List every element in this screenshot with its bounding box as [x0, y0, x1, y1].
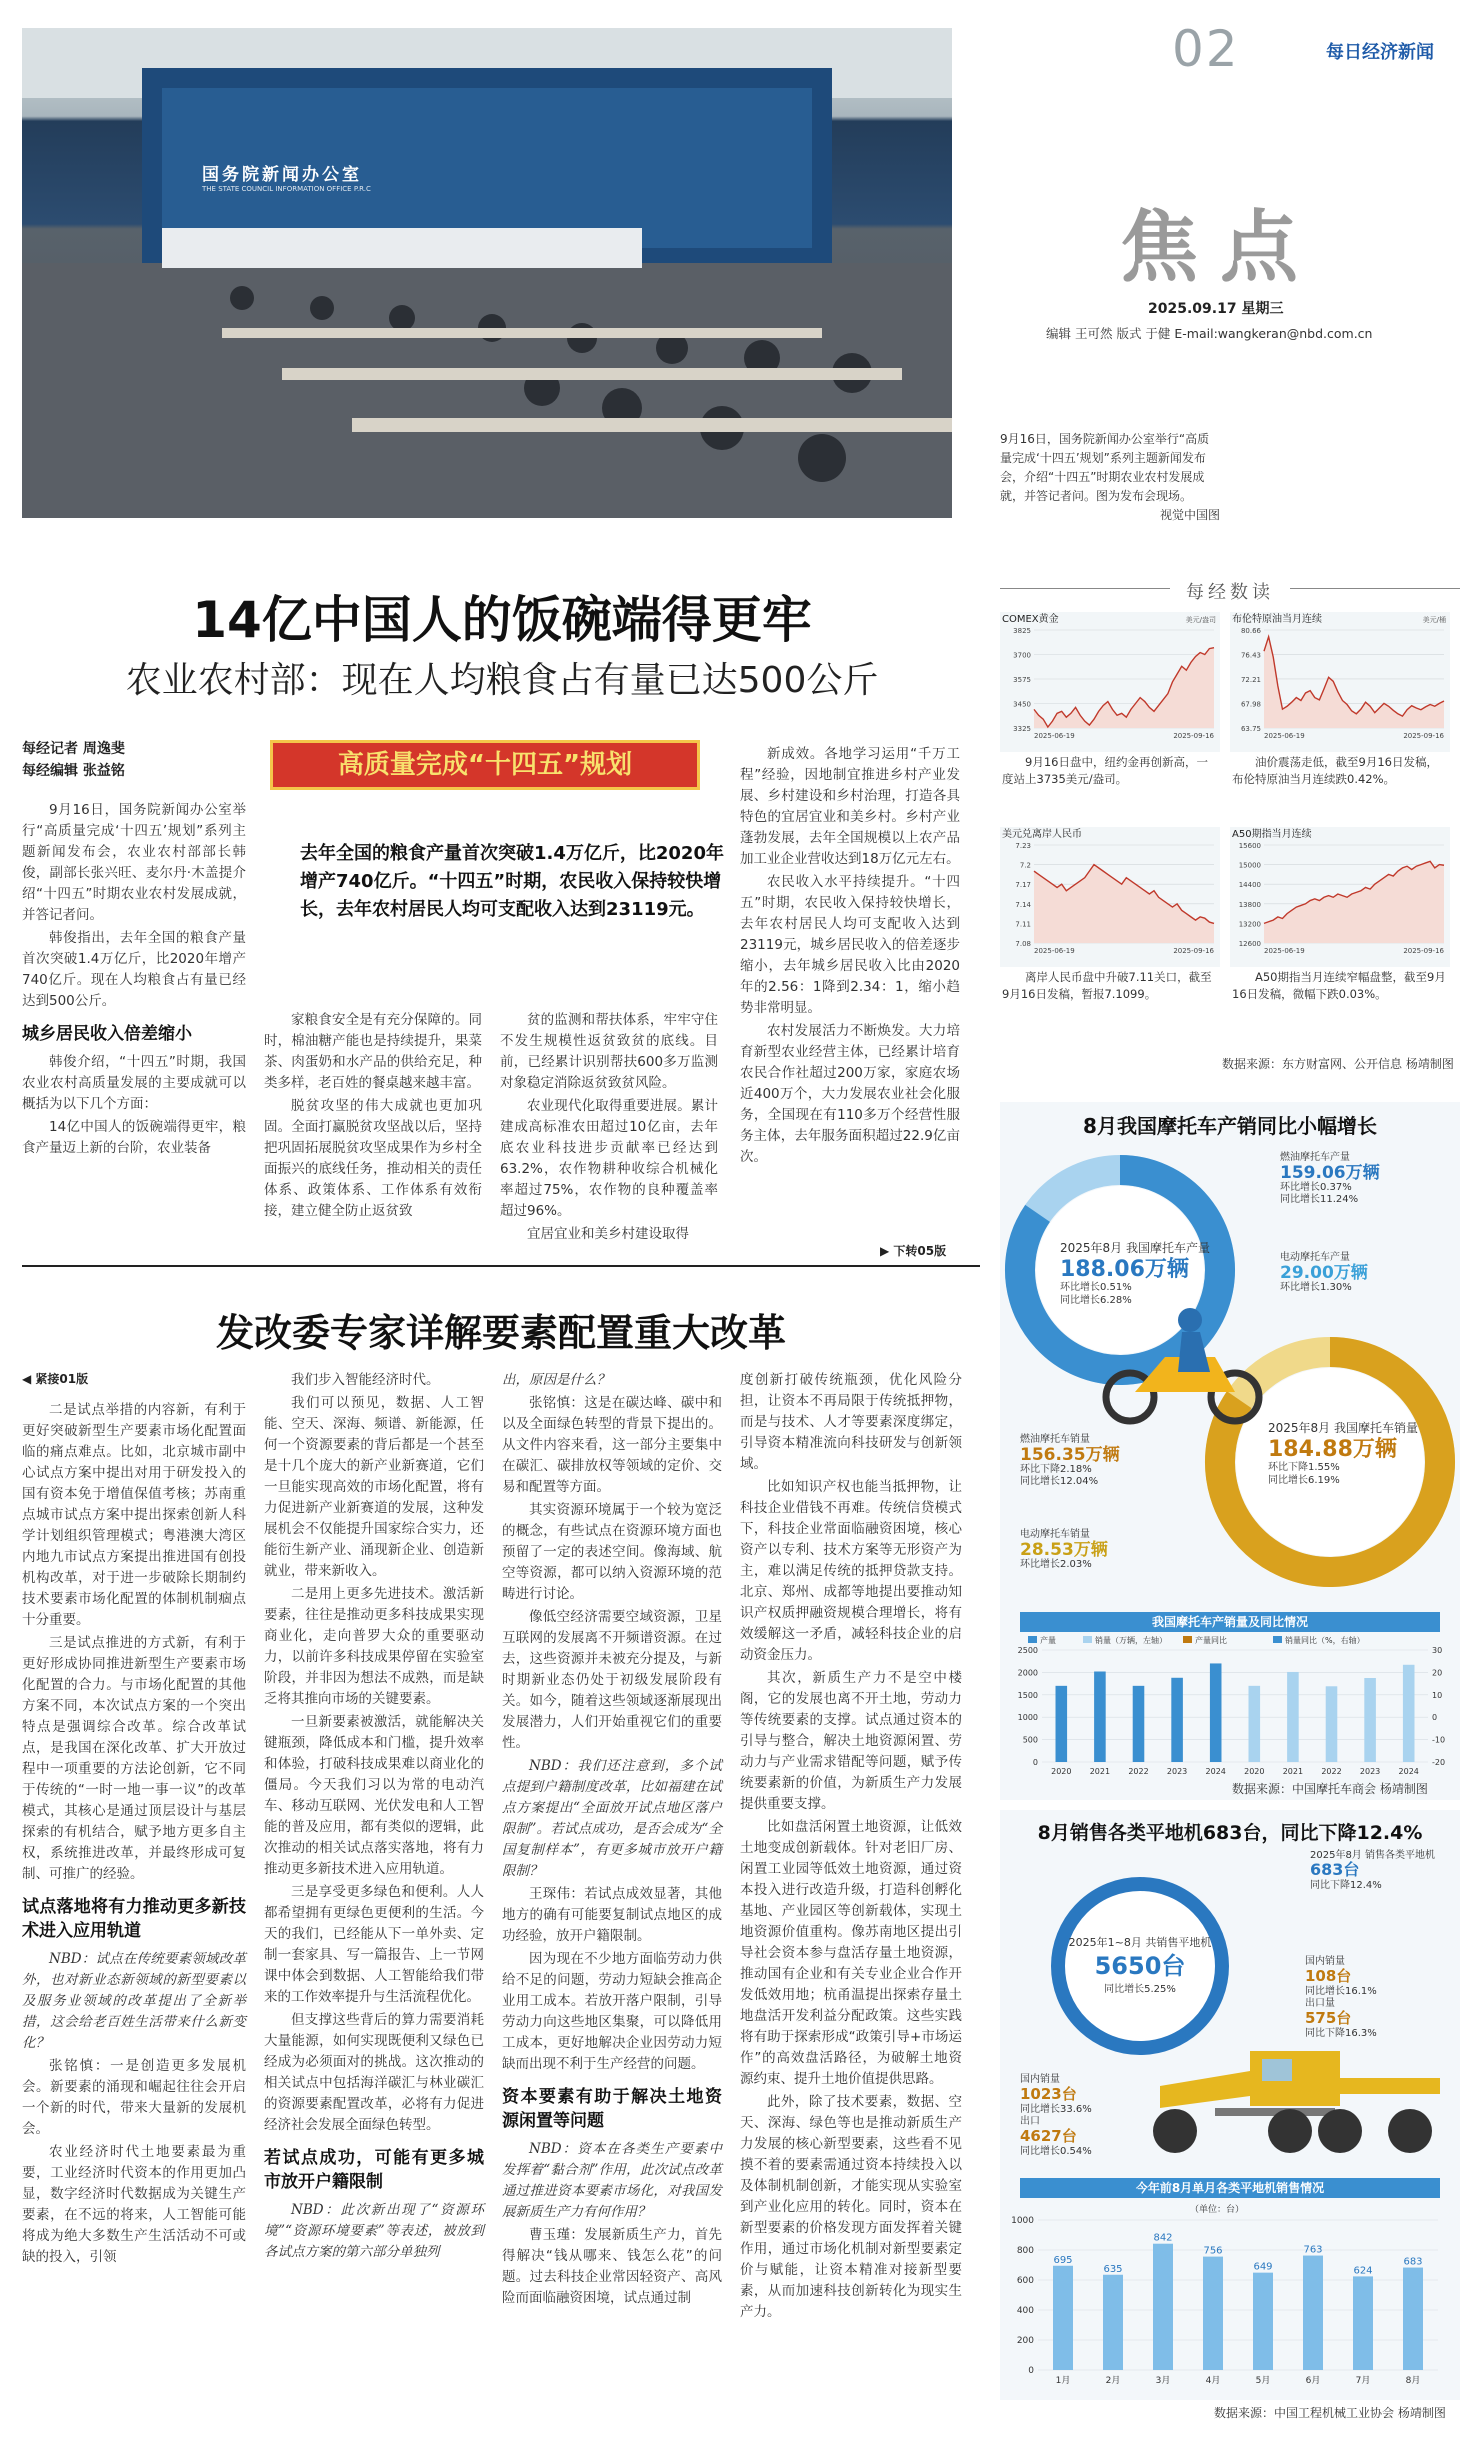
y-tick-label: 3700	[1013, 651, 1031, 660]
answer: 张铭慎：这是在碳达峰、碳中和以及全面绿色转型的背景下提出的。从文件内容来看，这一部分主要集中在碳汇、碳排放权等领域的定价、交易和配置等方面。	[502, 1395, 722, 1495]
chart-unit: （单位：台）	[1190, 2205, 1245, 2215]
legend-swatch	[1273, 1636, 1282, 1643]
stat-mom: 环比增长0.37%	[1280, 1182, 1352, 1193]
x-tick-label: 2025-09-16	[1173, 732, 1214, 740]
x-tick-label: 2020	[1244, 1767, 1265, 1776]
y-tick-label: 400	[1016, 2306, 1034, 2316]
grader-bar-title: 今年前8月单月各类平地机销售情况	[1020, 2178, 1440, 2198]
stat-mom: 环比增长1.30%	[1280, 1282, 1352, 1293]
bar	[1403, 2268, 1423, 2370]
paragraph: 宜居宜业和美乡村建设取得	[527, 1226, 689, 1242]
article2-col4	[740, 1370, 962, 2325]
editor-line: 编辑 王可然 版式 于健 E-mail:wangkeran@nbd.com.cn	[1046, 326, 1373, 341]
stat-value: 159.06万辆	[1280, 1163, 1380, 1183]
x-tick-label: 2025-09-16	[1403, 732, 1444, 740]
stat-value: 188.06万辆	[1060, 1257, 1189, 1282]
stat-mom: 环比下降1.55%	[1268, 1462, 1340, 1473]
y-tick-label: 800	[1016, 2246, 1034, 2256]
x-tick-label: 6月	[1305, 2376, 1321, 2386]
y2-tick-label: 0	[1432, 1713, 1438, 1723]
y-tick-label: 2000	[1017, 1668, 1038, 1678]
x-tick-label: 2021	[1089, 1767, 1111, 1776]
photo-caption-text: 9月16日，国务院新闻办公室举行“高质量完成‘十四五’规划”系列主题新闻发布会，介绍“十四五”时期农业农村发展成就，并答记者问。图为发布会现场。	[1000, 432, 1210, 503]
y-tick-label: 76.43	[1240, 651, 1261, 660]
y-tick-label: 3325	[1013, 725, 1031, 733]
mini-chart-caption-text: 离岸人民币盘中升破7.11关口，截至9月16日发稿，暂报7.1099。	[1002, 970, 1212, 1001]
stat-label: 2025年8月 我国摩托车产量	[1060, 1241, 1210, 1255]
mini-chart-title: COMEX黄金	[1002, 614, 1059, 625]
stat-mom: 环比增长0.51%	[1060, 1282, 1132, 1293]
article1-byline-editor: 每经编辑 张益铭	[22, 763, 125, 779]
mini-chart-caption	[1232, 969, 1448, 1015]
article1-subheading: 城乡居民收入倍差缩小	[22, 1024, 192, 1044]
legend-label: 销量同比（%，右轴）	[1285, 1636, 1365, 1645]
x-tick-label: 2025-06-19	[1034, 732, 1075, 740]
bar	[1171, 1678, 1183, 1762]
stat-value: 184.88万辆	[1268, 1437, 1397, 1462]
x-tick-label: 2020	[1051, 1767, 1072, 1776]
paragraph: 度创新打破传统瓶颈，优化风险分担，让资本不再局限于传统抵押物，而是与技术、人才等要素深度绑定，引导资本精准流向科技研发与创新领域。	[740, 1372, 962, 1472]
grader-wheel-icon	[1268, 2109, 1312, 2153]
divider	[22, 1265, 980, 1267]
paragraph: 像低空经济需要空域资源，卫星互联网的发展离不开频谱资源。在过去，这些资源并未被充分提及，与新时期新业态仍处于初级发展阶段有关。如今，随着这些领域逐渐展现出发展潜力，人们开始重视它们的重要性。	[502, 1609, 722, 1751]
mini-chart-caption	[1232, 754, 1448, 800]
y-tick-label: 13200	[1238, 920, 1261, 929]
y-tick-label: 7.11	[1015, 920, 1031, 929]
bar	[1094, 1672, 1106, 1762]
paragraph: 二是试点举措的内容新，有利于更好突破新型生产要素市场化配置面临的痛点难点。比如，北京城市副中心试点方案中提出对用于研发投入的国有资本免于增值保值考核；苏南重点城市试点方案中提出探索创新人科学计划组织管理模式；粤港澳大湾区内地九市试点方案提出推进国有创投机构改革，对于进一步破除长期制约技术要素市场化配置的体制机制痼点十分重要。	[22, 1402, 246, 1628]
article1-col4	[740, 744, 960, 1170]
grader-wheel-icon	[1153, 2109, 1197, 2153]
motorcycle-donuts	[1000, 1142, 1460, 1612]
mini-chart-title: 美元兑离岸人民币	[1002, 829, 1082, 840]
legend-swatch	[1028, 1636, 1037, 1643]
stat-label: 国内销量	[1020, 2074, 1060, 2085]
article2-col2	[264, 1370, 484, 2265]
motorcycle-credit: 数据来源：中国摩托车商会 杨靖制图	[1232, 1782, 1428, 1796]
y-tick-label: 72.21	[1240, 675, 1261, 684]
mini-chart-bg	[1230, 612, 1450, 752]
mini-chart-unit: 美元/盎司	[1185, 616, 1216, 624]
paragraph: 一旦新要素被激活，就能解决关键瓶颈，降低成本和门槛，提升效率和体验，打破科技成果难以商业化的僵局。今天我们习以为常的电动汽车、移动互联网、光伏发电和人工智能的普及应用，都有类似的逻辑，此次推动的相关试点落实落地，将有力推动更多新技术进入应用轨道。	[264, 1714, 484, 1877]
y-tick-label: 7.08	[1015, 940, 1031, 948]
answer: 曹玉瑾：发展新质生产力，首先得解决“钱从哪来、钱怎么花”的问题。过去科技企业常因轻资产、高风险而面临融资困境，试点通过制	[502, 2227, 722, 2306]
mini-chart-caption	[1002, 969, 1218, 1015]
x-tick-label: 2025-09-16	[1403, 947, 1444, 955]
stat-label: 电动摩托车销量	[1020, 1529, 1090, 1540]
bar	[1056, 1686, 1068, 1762]
paragraph: 脱贫攻坚的伟大成就也更加巩固。全面打赢脱贫攻坚战以后，坚持把巩固拓展脱贫攻坚成果作为乡村全面振兴的底线任务，推动相关的责任体系、政策体系、工作体系有效衔接，建立健全防止返贫致	[264, 1098, 482, 1219]
y-tick-label: 3825	[1013, 627, 1031, 635]
article1-byline-reporter: 每经记者 周逸斐	[22, 741, 125, 757]
mini-chart-caption-text: 油价震荡走低，截至9月16日发稿，布伦特原油当月连续跌0.42%。	[1232, 755, 1438, 786]
y-tick-label: 3575	[1013, 676, 1031, 684]
article2-headline: 发改委专家详解要素配置重大改革	[215, 1311, 786, 1355]
stat-value: 28.53万辆	[1020, 1540, 1108, 1560]
article2-subheading: 若试点成功，可能有更多城市放开户籍限制	[264, 2148, 484, 2192]
mini-chart-title: 布伦特原油当月连续	[1232, 614, 1322, 625]
masthead-brand: 每日经济新闻	[1326, 42, 1434, 63]
photo-caption	[1000, 430, 1220, 525]
jump-link[interactable]: ▶ 下转05版	[880, 1244, 947, 1258]
bar	[1153, 2244, 1173, 2370]
y-tick-label: 67.98	[1240, 700, 1261, 709]
y-tick-label: 200	[1016, 2336, 1034, 2346]
y-tick-label: 1000	[1017, 1713, 1038, 1723]
stat-label: 2025年8月 我国摩托车销量	[1268, 1421, 1418, 1435]
grader-infographic	[1000, 1810, 1460, 2400]
x-tick-label: 3月	[1155, 2376, 1171, 2386]
x-tick-label: 2022	[1321, 1767, 1342, 1776]
y2-tick-label: -10	[1432, 1735, 1446, 1745]
data-label: 763	[1303, 2244, 1323, 2256]
series-banner-text: 高质量完成“十四五”规划	[337, 750, 633, 780]
paragraph: 韩俊指出，去年全国的粮食产量首次突破1.4万亿斤，比2020年增产740亿斤。现在人均粮食占有量已经达到500公斤。	[22, 930, 246, 1009]
grader-credit: 数据来源：中国工程机械工业协会 杨靖制图	[1214, 2406, 1446, 2420]
paragraph: 我们步入智能经济时代。	[291, 1372, 440, 1388]
data-panel-credit: 数据来源：东方财富网、公开信息 杨靖制图	[1222, 1057, 1454, 1071]
press-conference-photo	[22, 28, 952, 518]
stat-yoy: 同比增长6.19%	[1268, 1475, 1340, 1486]
data-panel-title: 每经数读	[1170, 578, 1290, 604]
legend-swatch	[1083, 1636, 1092, 1643]
motorcycle-bar-title: 我国摩托车产销量及同比情况	[1020, 1612, 1440, 1632]
y-tick-label: 2500	[1017, 1646, 1038, 1655]
x-tick-label: 2024	[1398, 1767, 1419, 1776]
y-tick-label: 63.75	[1240, 725, 1261, 733]
legend-label: 产量同比	[1195, 1636, 1227, 1645]
paragraph: 其实资源环境属于一个较为宽泛的概念，有些试点在资源环境方面也预留了一定的表述空间。像海域、航空等资源，都可以纳入资源环境的范畴进行讨论。	[502, 1502, 722, 1602]
y-tick-label: 13800	[1238, 900, 1261, 909]
data-label: 842	[1153, 2232, 1173, 2244]
bar	[1133, 1686, 1145, 1762]
x-tick-label: 2月	[1105, 2376, 1121, 2386]
stat-mom: 环比增长2.03%	[1020, 1559, 1092, 1570]
data-label: 683	[1403, 2256, 1423, 2268]
paragraph: 新成效。各地学习运用“千万工程”经验，因地制宜推进乡村产业发展、乡村建设和乡村治理，打造各具特色的宜居宜业和美乡村。乡村产业蓬勃发展，去年全国规模以上农产品加工业企业营收达到18万亿元左右。	[740, 746, 960, 867]
section-title: 焦点	[1120, 202, 1321, 293]
y2-tick-label: 20	[1432, 1668, 1443, 1678]
backdrop-subtitle: THE STATE COUNCIL INFORMATION OFFICE P.R.C	[202, 185, 371, 193]
paragraph: 9月16日，国务院新闻办公室举行“高质量完成‘十四五’规划”系列主题新闻发布会，农业农村部部长韩俊，副部长张兴旺、麦尔丹·木盖提介绍“十四五”时期农业农村发展成就，并答记者问。	[22, 802, 246, 923]
bar	[1303, 2256, 1323, 2370]
y-tick-label: 15000	[1238, 861, 1261, 870]
paragraph: 家粮食安全是有充分保障的。同时，棉油糖产能也是持续提升，果菜茶、肉蛋奶和水产品的供给充足，种类多样，老百姓的餐桌越来越丰富。	[264, 1012, 482, 1091]
stat-label: 2025年1~8月 共销售平地机	[1068, 1936, 1212, 1949]
paragraph: 三是试点推进的方式新，有利于更好形成协同推进新型生产要素市场化配置的合力。与市场化配置的其他方案不同，本次试点方案的一个突出特点是强调综合改革。综合改革试点，是我国在深化改革、扩大开放过程中一项重要的方法论创新，它不同于传统的“一时一地一事一议”的改革模式，其核心是通过顶层设计与基层探索的有机结合，赋予地方更多自主权，系统推进改革，并最终形成可复制、可推广的经验。	[22, 1635, 246, 1882]
y-tick-label: 15600	[1238, 842, 1261, 850]
motorcycle-bar-chart	[1000, 1634, 1460, 1794]
question: 出，原因是什么？	[502, 1372, 610, 1388]
stat-value: 108台	[1305, 1967, 1352, 1985]
continued-marker: ◀ 紧接01版	[22, 1372, 89, 1386]
paragraph: 农村发展活力不断焕发。大力培育新型农业经营主体，已经累计培育农民合作社超过200万家，家庭农场近400万个，大力发展农业社会化服务，全国现在有110多万个经营性服务主体，去年服务面积超过22.9亿亩次。	[740, 1023, 960, 1165]
page-number: 02	[1172, 20, 1240, 78]
photo-credit: 视觉中国图	[1159, 508, 1220, 522]
market-mini-charts	[1000, 612, 1460, 1052]
paragraph: 但支撑这些背后的算力需要消耗大量能源，如何实现既便利又绿色已经成为必须面对的挑战。这次推动的相关试点中包括海洋碳汇与林业碳汇的资源要素配置改革，必将有力促进经济社会发展全面绿色转型。	[264, 2012, 484, 2133]
stat-yoy: 同比增长11.24%	[1280, 1194, 1359, 1205]
article2-subheading: 试点落地将有力推动更多新技术进入应用轨道	[22, 1897, 246, 1941]
article1-headline: 14亿中国人的饭碗端得更牢	[192, 591, 812, 649]
grader-frame-icon	[1340, 2078, 1440, 2094]
bar	[1353, 2276, 1373, 2370]
issue-date: 2025.09.17 星期三	[1148, 301, 1284, 317]
x-tick-label: 2021	[1282, 1767, 1304, 1776]
stat-value: 156.35万辆	[1020, 1445, 1120, 1465]
y-tick-label: 0	[1028, 2366, 1034, 2376]
y-tick-label: 7.23	[1015, 842, 1031, 850]
stat-yoy: 同比增长5.25%	[1104, 1984, 1176, 1995]
bar	[1253, 2273, 1273, 2370]
grader-wheel-icon	[1318, 2109, 1362, 2153]
paragraph: 二是用上更多先进技术。激活新要素，往往是推动更多科技成果实现商业化，走向普罗大众的重要驱动力，以前许多科技成果停留在实验室阶段，并非因为想法不成熟，而是缺乏将其推向市场的关键要素。	[264, 1586, 484, 1707]
y-tick-label: 12600	[1238, 940, 1261, 948]
question: NBD：资本在各类生产要素中发挥着“黏合剂”作用，此次试点改革通过推进资本要素市场化，对我国发展新质生产力有何作用？	[502, 2141, 722, 2220]
data-label: 695	[1053, 2254, 1073, 2266]
paragraph: 因为现在不少地方面临劳动力供给不足的问题，劳动力短缺会推高企业用工成本。若放开落户限制，引导劳动力向这些地区集聚，可以降低用工成本，更好地解决企业因劳动力短缺而出现不利于生产经营的问题。	[502, 1951, 722, 2072]
bar	[1249, 1686, 1261, 1762]
bar	[1364, 1678, 1376, 1762]
legend-label: 产量	[1040, 1636, 1056, 1645]
y-tick-label: 80.66	[1240, 627, 1261, 635]
question: NBD：我们还注意到，多个试点提到户籍制度改革，比如福建在试点方案提出“全面放开试点地区落户限制”。若试点成功，是否会成为“全国复制样本”，有更多城市放开户籍限制？	[502, 1758, 722, 1879]
paragraph: 我们可以预见，数据、人工智能、空天、深海、频谱、新能源，任何一个资源要素的背后都是一个甚至是十几个庞大的新产业新赛道，它们一旦能实现高效的市场化配置，将有力促进新产业新赛道的发展，这种发展机会不仅能提升国家综合实力，还能衍生新产业、涌现新企业、创造新就业，带来新收入。	[264, 1395, 484, 1579]
paragraph: 农业现代化取得重要进展。累计建成高标准农田超过10亿亩，去年底农业科技进步贡献率已经达到63.2%，农作物耕种收综合机械化率超过75%，农作物的良种覆盖率超过96%。	[500, 1098, 718, 1219]
bar	[1103, 2275, 1123, 2370]
stat-label: 燃油摩托车销量	[1020, 1434, 1090, 1445]
rider-head-icon	[1178, 1308, 1202, 1332]
article2-col1	[22, 1400, 246, 2270]
mini-chart-title: A50期指当月连续	[1232, 829, 1312, 840]
data-label: 624	[1353, 2265, 1373, 2277]
y-tick-label: 14400	[1238, 881, 1261, 890]
x-tick-label: 2024	[1205, 1767, 1226, 1776]
mini-chart-caption-text: A50期指当月连续窄幅盘整，截至9月16日发稿，微幅下跌0.03%。	[1232, 970, 1446, 1001]
paragraph: 农民收入水平持续提升。“十四五”时期，农民收入保持较快增长，去年农村居民人均可支配收入达到23119元，城乡居民收入的倍差逐步缩小，去年城乡居民收入比由2020年的2.56：1降到2.34：1，缩小趋势非常明显。	[740, 874, 960, 1016]
photo-illustration	[22, 28, 952, 518]
bar	[1287, 1672, 1299, 1762]
stat-yoy: 同比增长6.28%	[1060, 1295, 1132, 1306]
paragraph: 贫的监测和帮扶体系，牢牢守住不发生规模性返贫致贫的底线。目前，已经累计识别帮扶600多万监测对象稳定消除返贫致贫风险。	[500, 1012, 718, 1091]
grader-wheel-icon	[1388, 2109, 1432, 2153]
x-tick-label: 8月	[1405, 2376, 1421, 2386]
bar	[1210, 1663, 1222, 1762]
bar	[1203, 2257, 1223, 2370]
x-tick-label: 2025-09-16	[1173, 947, 1214, 955]
bar	[1403, 1665, 1415, 1762]
paragraph: 比如知识产权也能当抵押物，让科技企业借钱不再难。传统信贷模式下，科技企业常面临融资困境，核心资产以专利、技术方案等无形资产为主，难以满足传统的抵押贷款支持。北京、郑州、成都等地提出要推动知识产权质押融资规模合理增长，将有效缓解这一矛盾，减轻科技企业的启动资金压力。	[740, 1479, 962, 1663]
question: NBD：此次新出现了“资源环境”“资源环境要素”等表述，被放到各试点方案的第六部分单独列	[264, 2202, 484, 2260]
backdrop-title: 国务院新闻办公室	[202, 165, 362, 185]
data-label: 649	[1253, 2261, 1273, 2273]
x-tick-label: 2025-06-19	[1034, 947, 1075, 955]
legend-swatch	[1183, 1636, 1192, 1643]
stat-label: 出口	[1020, 2116, 1040, 2127]
x-tick-label: 2025-06-19	[1264, 732, 1305, 740]
paragraph: 韩俊介绍，“十四五”时期，我国农业农村高质量发展的主要成就可以概括为以下几个方面：	[22, 1054, 246, 1112]
stat-label: 电动摩托车产量	[1280, 1252, 1350, 1263]
paragraph: 农业经济时代土地要素最为重要，工业经济时代资本的作用更加凸显，数字经济时代数据成为关键生产要素，在不远的将来，人工智能可能将成为绝大多数生产生活活动不可或缺的投入，引领	[22, 2144, 246, 2265]
x-tick-label: 2023	[1166, 1767, 1188, 1776]
y-tick-label: 0	[1032, 1758, 1038, 1767]
motorcycle-infographic	[1000, 1102, 1460, 1800]
paragraph: 其次，新质生产力不是空中楼阁，它的发展也离不开土地，劳动力等传统要素的支撑。试点通过资本的引导与整合，解决土地资源闲置、劳动力与产业需求错配等问题，赋予传统要素新的价值，为新质生产力发展提供重要支撑。	[740, 1670, 962, 1812]
article1-col3	[500, 1010, 718, 1247]
article1-lead: 去年全国的粮食产量首次突破1.4万亿斤，比2020年增产740亿斤。“十四五”时期，农民收入保持较快增长，去年农村居民人均可支配收入达到23119元。	[300, 843, 724, 920]
x-tick-label: 5月	[1255, 2376, 1271, 2386]
grader-illustration	[1000, 1846, 1460, 2176]
stat-label: 燃油摩托车产量	[1280, 1152, 1350, 1163]
y-tick-label: 500	[1022, 1735, 1038, 1745]
stat-label: 出口量	[1305, 1998, 1335, 2009]
question: NBD：试点在传统要素领域改革外，也对新业态新领域的新型要素以及服务业领域的改革提出了全新举措，这会给老百姓生活带来什么新变化？	[22, 1951, 246, 2051]
stat-yoy: 同比下降16.3%	[1305, 2028, 1377, 2039]
y-tick-label: 7.17	[1015, 881, 1031, 890]
stat-yoy: 同比增长0.54%	[1020, 2146, 1092, 2157]
stat-value: 683台	[1310, 1860, 1360, 1879]
y-tick-label: 1500	[1017, 1690, 1038, 1700]
stat-yoy: 同比增长33.6%	[1020, 2104, 1092, 2115]
paragraph: 此外，除了技术要素，数据、空天、深海、绿色等也是推动新质生产力发展的核心新型要素，这些看不见摸不着的要素需通过资本持续投入以及体制机制创新，才能实现从实验室到产业化应用的转化。同时，资本在新型要素的价格发现方面发挥着关键作用，通过市场化机制对新型要素定价与赋能，让资本精准对接新型要素，从而加速科技创新转化为现实生产力。	[740, 2094, 962, 2320]
y-tick-label: 7.14	[1015, 900, 1031, 909]
series-banner	[270, 740, 700, 790]
x-tick-label: 2022	[1128, 1767, 1149, 1776]
data-label: 635	[1103, 2263, 1123, 2275]
bar	[1053, 2266, 1073, 2370]
stat-value: 29.00万辆	[1280, 1263, 1368, 1283]
y2-tick-label: -20	[1432, 1758, 1446, 1767]
x-tick-label: 7月	[1355, 2376, 1371, 2386]
grader-arm-icon	[1160, 2071, 1250, 2108]
x-tick-label: 4月	[1205, 2376, 1221, 2386]
answer: 张铭慎：一是创造更多发展机会。新要素的涌现和崛起往往会开启一个新的时代，带来大量新的发展机会。	[22, 2058, 246, 2137]
article1-col1	[22, 800, 246, 1161]
mini-chart-caption	[1002, 754, 1218, 800]
paragraph: 比如盘活闲置土地资源，让低效土地变成创新载体。针对老旧厂房、闲置工业园等低效土地资源，通过资本投入进行改造升级，打造科创孵化基地、产业园区等创新载体，实现土地资源价值重构。像苏南地区提出引导社会资本参与盘活存量土地资源，推动国有企业和有关专业企业合作开发低效用地；杭甬温提出探索存量土地盘活开发利益分配政策。这些实践将有助于探索形成“政策引导+市场运作”的高效盘活路径，为破解土地资源约束、提升土地价值提供思路。	[740, 1819, 962, 2087]
stat-yoy: 同比增长12.04%	[1020, 1476, 1099, 1487]
mini-chart-caption-text: 9月16日盘中，纽约金再创新高，一度站上3735美元/盎司。	[1002, 755, 1208, 786]
stat-value: 1023台	[1020, 2085, 1077, 2103]
article2-subheading: 资本要素有助于解决土地资源闲置等问题	[502, 2087, 722, 2131]
stat-value: 575台	[1305, 2009, 1352, 2027]
x-tick-label: 2023	[1359, 1767, 1381, 1776]
stat-value: 5650台	[1094, 1952, 1186, 1980]
answer: 王琛伟：若试点成效显著，其他地方的确有可能要复制试点地区的成功经验，放开户籍限制。	[502, 1886, 722, 1944]
stat-mom: 环比下降2.18%	[1020, 1464, 1092, 1475]
x-tick-label: 2025-06-19	[1264, 947, 1305, 955]
stat-yoy: 同比下降12.4%	[1310, 1880, 1382, 1891]
grader-bar-chart	[1000, 2200, 1460, 2400]
stat-label: 国内销量	[1305, 1956, 1345, 1967]
x-tick-label: 1月	[1055, 2376, 1071, 2386]
paragraph: 三是享受更多绿色和便利。人人都希望拥有更绿色更便利的生活。今天的我们，已经能从下一单外卖、定制一套家具、写一篇报告、上一节网课中体会到数据、人工智能给我们带来的工作效率提升与生活流程优化。	[264, 1884, 484, 2005]
y-tick-label: 7.2	[1019, 861, 1031, 870]
y-tick-label: 3450	[1013, 700, 1031, 709]
article1-col2	[264, 1010, 482, 1224]
y2-tick-label: 10	[1432, 1690, 1443, 1700]
article1-subhead: 农业农村部：现在人均粮食占有量已达500公斤	[125, 660, 879, 701]
stat-value: 4627台	[1020, 2127, 1077, 2145]
mini-chart-unit: 美元/桶	[1422, 616, 1446, 624]
y2-tick-label: 30	[1432, 1646, 1443, 1655]
stat-yoy: 同比增长16.1%	[1305, 1986, 1377, 1997]
grader-blade-icon	[1215, 2108, 1335, 2116]
bar	[1326, 1686, 1338, 1762]
grader-title: 8月销售各类平地机683台，同比下降12.4%	[1037, 1822, 1423, 1844]
stat-label: 2025年8月 销售各类平地机	[1310, 1850, 1435, 1861]
article2-col3	[502, 1370, 722, 2311]
y-tick-label: 1000	[1011, 2216, 1034, 2226]
legend-label: 销量（万辆，左轴）	[1095, 1636, 1167, 1645]
y-tick-label: 600	[1016, 2276, 1034, 2286]
grader-window-icon	[1262, 2059, 1292, 2081]
motorcycle-title: 8月我国摩托车产销同比小幅增长	[1083, 1114, 1377, 1138]
data-label: 756	[1203, 2245, 1223, 2257]
paragraph: 14亿中国人的饭碗端得更牢，粮食产量迈上新的台阶，农业装备	[22, 1119, 246, 1156]
